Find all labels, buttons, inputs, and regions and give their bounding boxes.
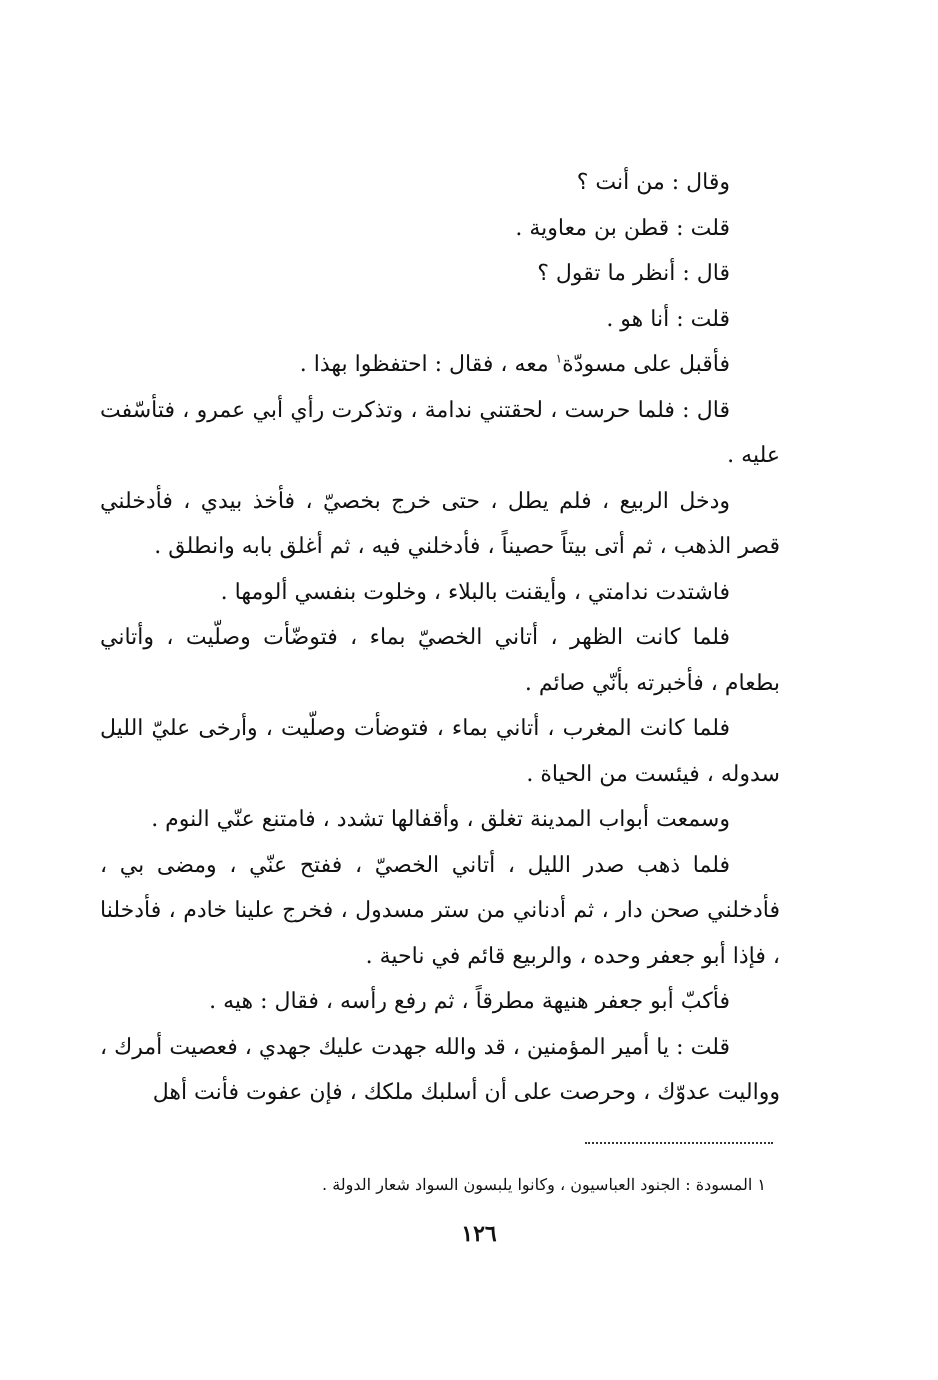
main-text-block xyxy=(100,160,780,1116)
footnote xyxy=(100,1172,780,1198)
paragraph-5-start: فأقبل على مسودّة xyxy=(562,352,730,377)
paragraph-9: فلما كانت الظهر ، أتاني الخصيّ بماء ، فتوضّأت وصلّيت ، وأتاني بطعام ، فأخبرته بأنّي صائم . xyxy=(100,625,780,696)
footnote-text: المسودة : الجنود العباسيون ، وكانوا يلبسون السواد شعار الدولة . xyxy=(322,1175,753,1194)
paragraph-5-end: معه ، فقال : احتفظوا بهذا . xyxy=(299,352,549,377)
footnote-number: ١ xyxy=(757,1175,766,1194)
page-number: ١٢٦ xyxy=(461,1221,497,1247)
paragraph-14: قلت : يا أمير المؤمنين ، قد والله جهدت عليك جهدي ، فعصيت أمرك ، وواليت عدوّك ، وحرصت على أن أسلبك ملكك ، فإن عفوت فأنت أهل xyxy=(100,1034,780,1105)
paragraph-13: فأكبّ أبو جعفر هنيهة مطرقاً ، ثم رفع رأسه ، فقال : هيه . xyxy=(209,989,730,1014)
paragraph-11: وسمعت أبواب المدينة تغلق ، وأقفالها تشدد ، فامتنع عنّي النوم . xyxy=(151,807,730,832)
footnote-separator xyxy=(585,1142,773,1144)
paragraph-2: قلت : قطن بن معاوية . xyxy=(515,215,730,241)
paragraph-3: قال : أنظر ما تقول ؟ xyxy=(537,261,730,286)
paragraph-5 xyxy=(100,342,780,388)
paragraph-6: قال : فلما حرست ، لحقتني ندامة ، وتذكرت رأي أبي عمرو ، فتأسّفت عليه . xyxy=(100,397,780,468)
paragraph-10: فلما كانت المغرب ، أتاني بماء ، فتوضأت وصلّيت ، وأرخى عليّ الليل سدوله ، فيئست من الحياة . xyxy=(100,716,780,787)
paragraph-1: وقال : من أنت ؟ xyxy=(576,170,730,195)
paragraph-12: فلما ذهب صدر الليل ، أتاني الخصيّ ، ففتح عنّي ، ومضى بي ، فأدخلني صحن دار ، ثم أدناني من ستر مسدول ، فخرج علينا خادم ، فأدخلنا ، فإذا أبو جعفر وحده ، والربيع قائم في ناحية . xyxy=(100,852,780,969)
footnote-reference: ١ xyxy=(555,351,563,366)
paragraph-4: قلت : أنا هو . xyxy=(606,306,730,332)
paragraph-7: ودخل الربيع ، فلم يطل ، حتى خرج بخصيّ ، فأخذ بيدي ، فأدخلني قصر الذهب ، ثم أتى بيتاً حصيناً ، فأدخلني فيه ، ثم أغلق بابه وانطلق . xyxy=(100,488,780,559)
paragraph-8: فاشتدت ندامتي ، وأيقنت بالبلاء ، وخلوت بنفسي ألومها . xyxy=(220,579,730,605)
